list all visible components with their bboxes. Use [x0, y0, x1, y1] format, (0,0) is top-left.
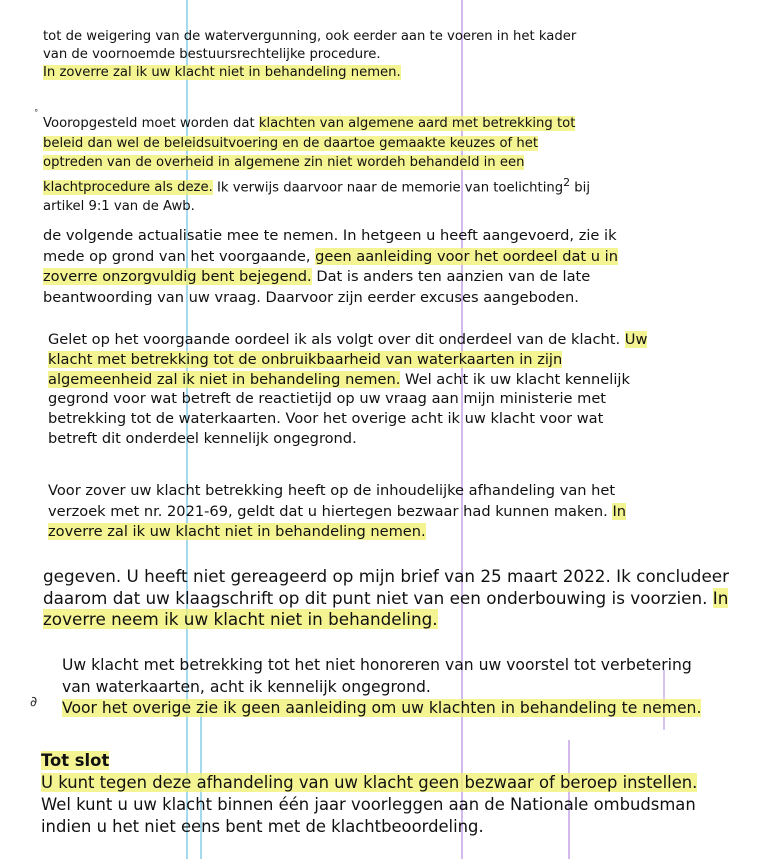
highlighted-text: optreden van de overheid in algemene zin niet wordeh behandeld in een [43, 155, 525, 170]
text-line: tot de weigering van de watervergunning, ook eerder aan te voeren in het kader [43, 29, 577, 44]
text-line: gegrond voor wat betreft de reactietijd op uw vraag aan mijn ministerie met [48, 390, 607, 408]
highlighted-text: In zoverre zal ik uw klacht niet in behandeling nemen. [43, 65, 401, 80]
highlighted-text: klacht met betrekking tot de onbruikbaarheid van waterkaarten in zijn [48, 350, 563, 368]
closing-section [41, 750, 697, 838]
pen-mark: ∂ [30, 694, 38, 710]
text: Gelet op het voorgaande oordeel ik als volgt over dit onderdeel van de klacht. [48, 331, 625, 348]
highlighted-text: beleid dan wel de beleidsuitvoering en de daartoe gemaakte keuzes of het [43, 135, 539, 151]
text-line: betreft dit onderdeel kennelijk ongegrond. [48, 429, 357, 447]
paragraph-1 [43, 28, 576, 82]
text-line: beantwoording van uw vraag. Daarvoor zijn eerder excuses aangeboden. [43, 288, 579, 306]
highlighted-text: klachten van algemene aard met betrekking tot [258, 116, 576, 131]
text: Ik verwijs daarvoor naar de memorie van toelichting [212, 179, 564, 195]
text: Vooropgesteld moet worden dat [43, 116, 259, 131]
paragraph-2 [43, 114, 590, 217]
highlighted-text: In [612, 502, 626, 520]
section-heading: Tot slot [41, 751, 110, 770]
highlighted-text: zoverre onzorgvuldig bent bejegend. [43, 268, 312, 285]
highlighted-text: klachtprocedure als deze. [43, 179, 213, 195]
highlighted-text: zoverre neem ik uw klacht niet in behandeling. [43, 609, 438, 629]
text-line: Wel kunt u uw klacht binnen één jaar voorleggen aan de Nationale ombudsman [41, 795, 696, 814]
paragraph-4 [48, 330, 647, 449]
text: daarom dat uw klaagschrift op dit punt niet van een onderbouwing is voorzien. [43, 587, 713, 608]
text-line: Uw klacht met betrekking tot het niet honoreren van uw voorstel tot verbetering [62, 656, 692, 674]
text: Dat is anders ten aanzien van de late [311, 268, 591, 285]
paragraph-3 [43, 226, 618, 308]
highlighted-text: U kunt tegen deze afhandeling van uw klacht geen bezwaar of beroep instellen. [41, 773, 698, 792]
highlighted-text: In [712, 587, 729, 608]
text-line: indien u het niet eens bent met de klachtbeoordeling. [41, 817, 484, 836]
highlighted-text: Uw [624, 331, 648, 348]
text-line: van waterkaarten, acht ik kennelijk ongegrond. [62, 677, 431, 696]
text-line: gegeven. U heeft niet gereageerd op mijn brief van 25 maart 2022. Ik concludeer [43, 566, 729, 586]
paragraph-6 [43, 566, 729, 631]
text-line: de volgende actualisatie mee te nemen. In hetgeen u heeft aangevoerd, zie ik [43, 227, 617, 244]
text-line: artikel 9:1 van de Awb. [43, 199, 195, 215]
pen-mark: ˚ [34, 110, 39, 120]
highlighted-text: zoverre zal ik uw klacht niet in behandeling nemen. [48, 523, 426, 540]
footnote-ref: 2 [563, 175, 571, 189]
paragraph-5 [48, 481, 626, 543]
text: mede op grond van het voorgaande, [43, 247, 316, 265]
highlighted-text: Voor het overige zie ik geen aanleiding om uw klachten in behandeling te nemen. [62, 699, 702, 717]
highlighted-text: geen aanleiding voor het oordeel dat u in [315, 247, 618, 265]
highlighted-text: algemeenheid zal ik niet in behandeling nemen. [48, 370, 401, 388]
text: verzoek met nr. 2021-69, geldt dat u hiertegen bezwaar had kunnen maken. [48, 502, 613, 520]
text: Wel acht ik uw klacht kennelijk [400, 370, 630, 388]
text-line: betrekking tot de waterkaarten. Voor het overige acht ik uw klacht voor wat [48, 410, 604, 428]
text-line: van de voornoemde bestuursrechtelijke procedure. [43, 47, 381, 62]
text-line: Voor zover uw klacht betrekking heeft op de inhoudelijke afhandeling van het [48, 482, 616, 499]
paragraph-7 [62, 655, 701, 720]
text: bij [570, 179, 591, 195]
